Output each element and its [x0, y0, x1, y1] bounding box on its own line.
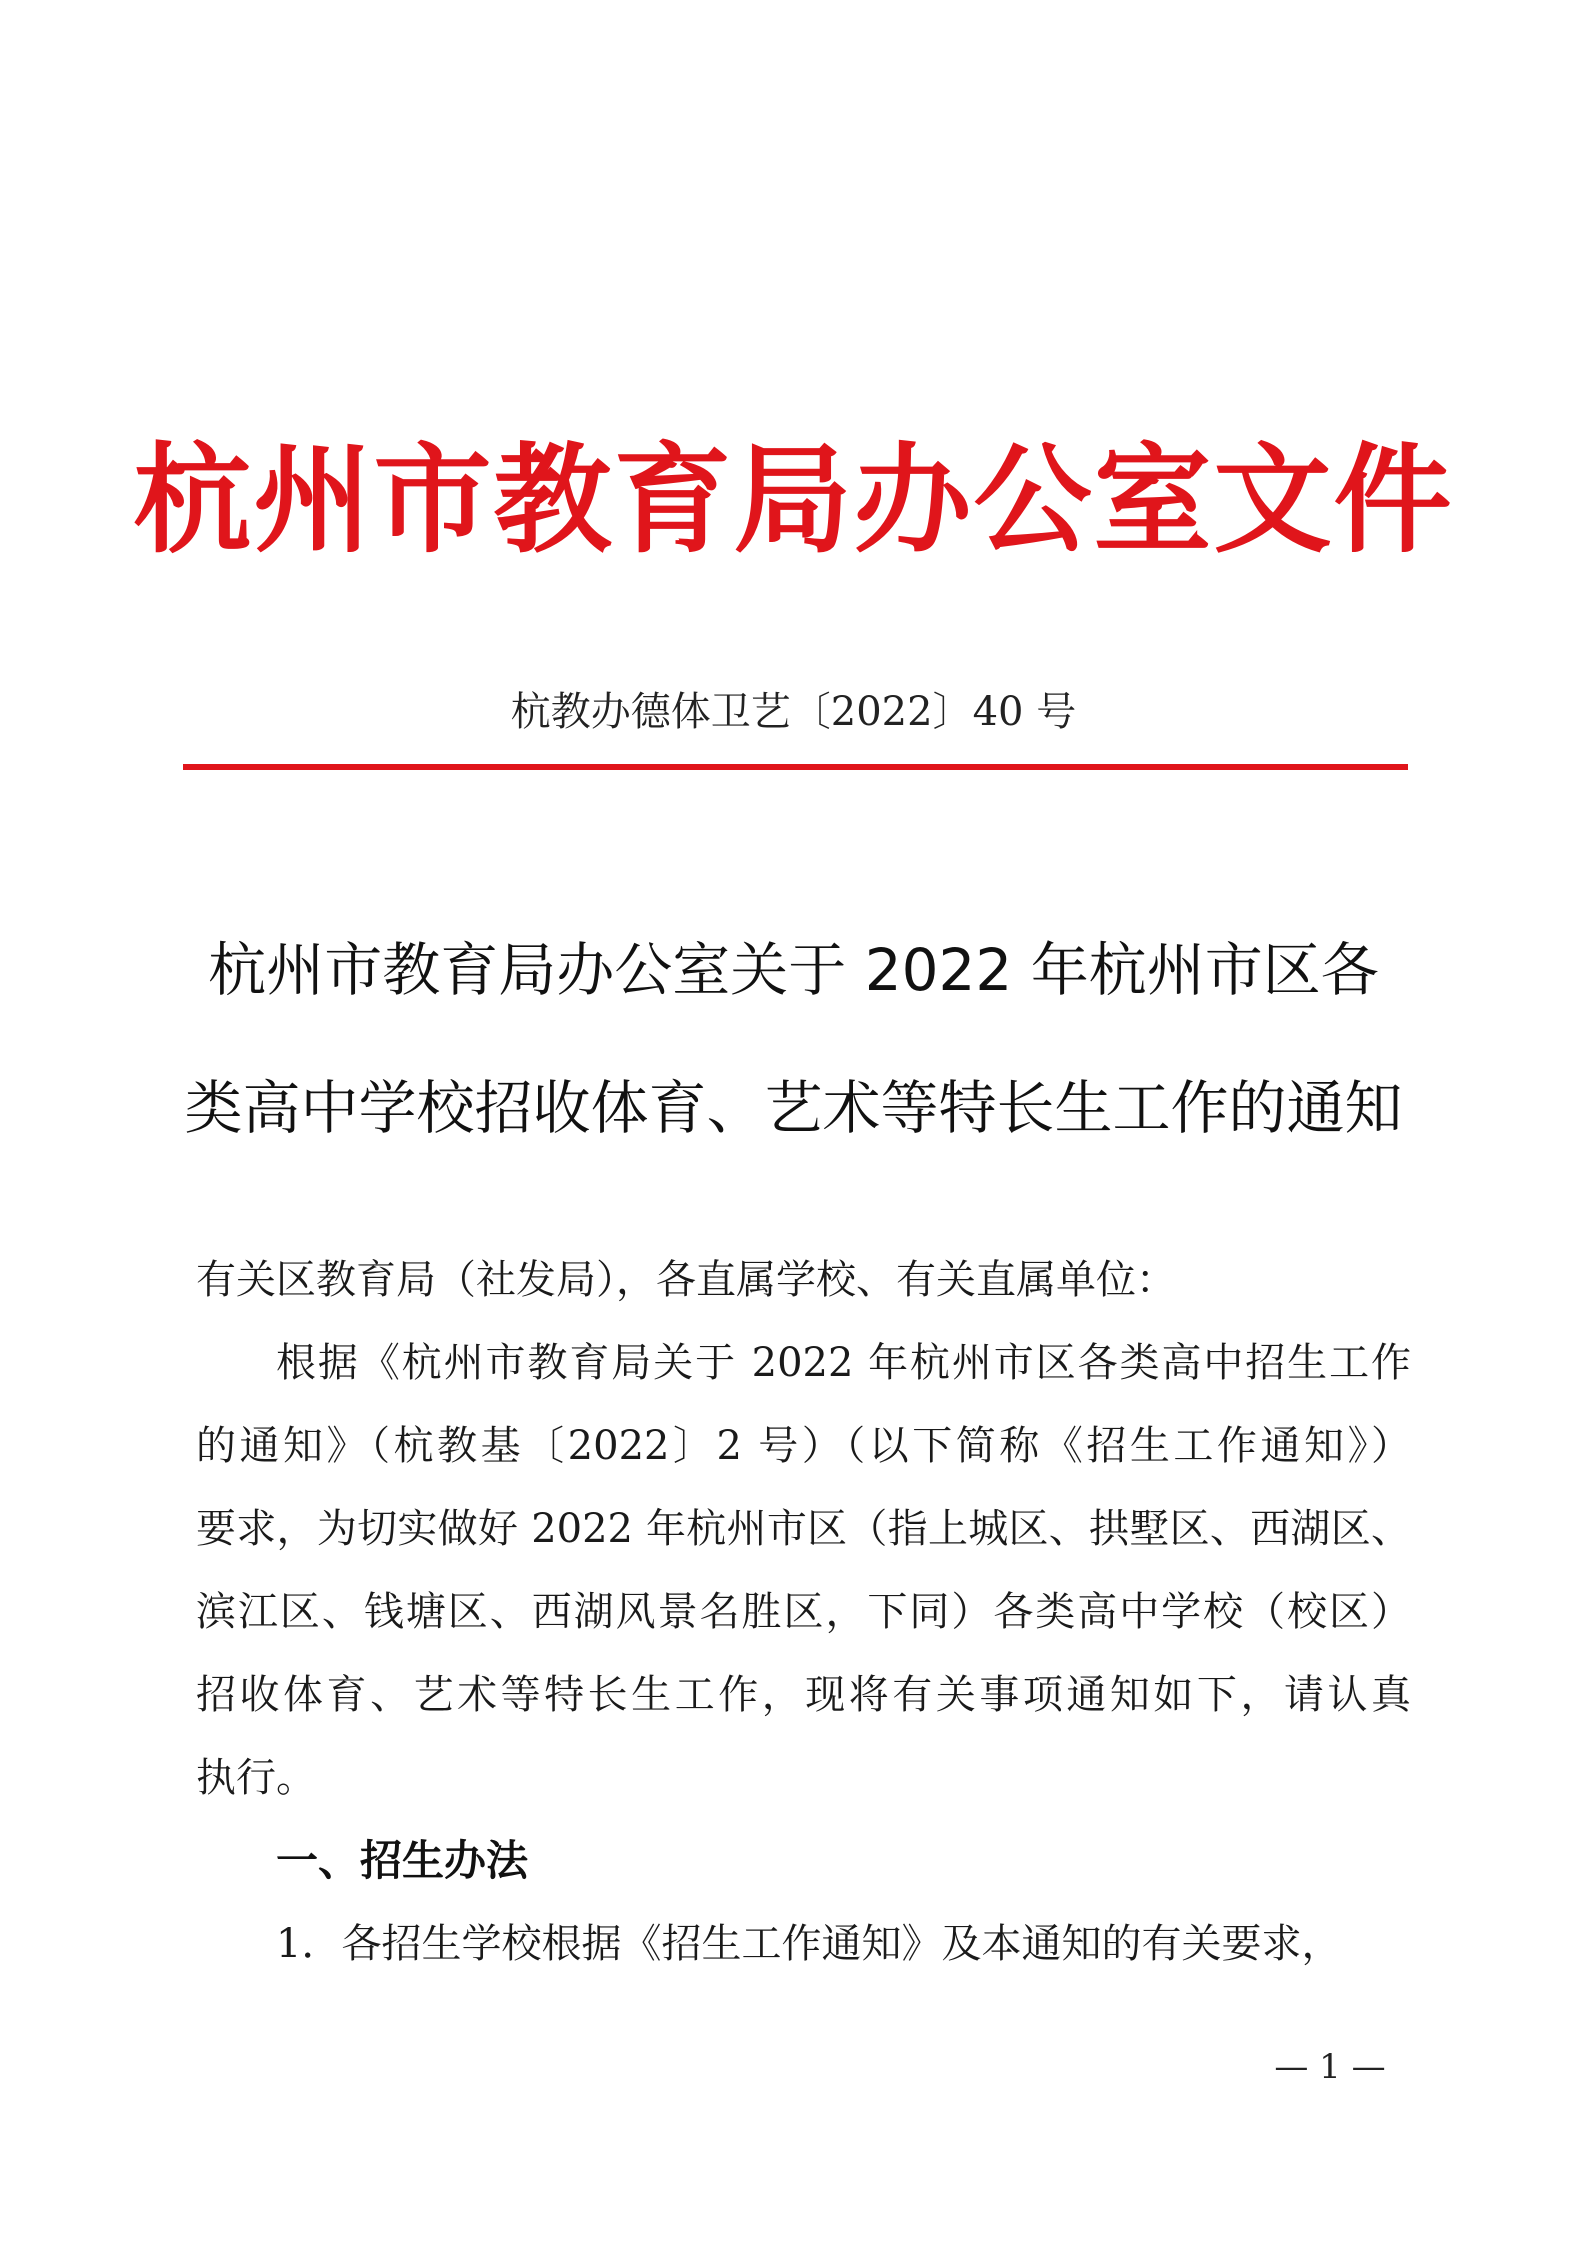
- paragraph-line: 要求，为切实做好 2022 年杭州市区（指上城区、拱墅区、西湖区、: [196, 1506, 1411, 1552]
- red-divider-line: [183, 764, 1408, 770]
- notice-title-line-2: 类高中学校招收体育、艺术等特长生工作的通知: [184, 1074, 1403, 1142]
- notice-title-line-1: 杭州市教育局办公室关于 2022 年杭州市区各: [208, 936, 1379, 1004]
- paragraph-line: 滨江区、钱塘区、西湖风景名胜区，下同）各类高中学校（校区）: [196, 1589, 1411, 1635]
- paragraph-line: 招收体育、艺术等特长生工作，现将有关事项通知如下，请认真: [196, 1672, 1411, 1718]
- masthead-title: 杭州市教育局办公室文件: [133, 431, 1454, 569]
- page-number: — 1 —: [1274, 2047, 1386, 2087]
- paragraph-line: 根据《杭州市教育局关于 2022 年杭州市区各类高中招生工作: [276, 1340, 1411, 1386]
- paragraph-line: 的通知》（杭教基〔2022〕2 号）（以下简称《招生工作通知》）: [196, 1423, 1411, 1469]
- document-number: 杭教办德体卫艺〔2022〕40 号: [510, 689, 1077, 735]
- section-heading: 一、招生办法: [276, 1836, 529, 1885]
- salutation: 有关区教育局（社发局），各直属学校、有关直属单位：: [196, 1257, 1176, 1303]
- list-item-line: 1．各招生学校根据《招生工作通知》及本通知的有关要求，: [276, 1921, 1342, 1967]
- paragraph-line: 执行。: [196, 1755, 316, 1801]
